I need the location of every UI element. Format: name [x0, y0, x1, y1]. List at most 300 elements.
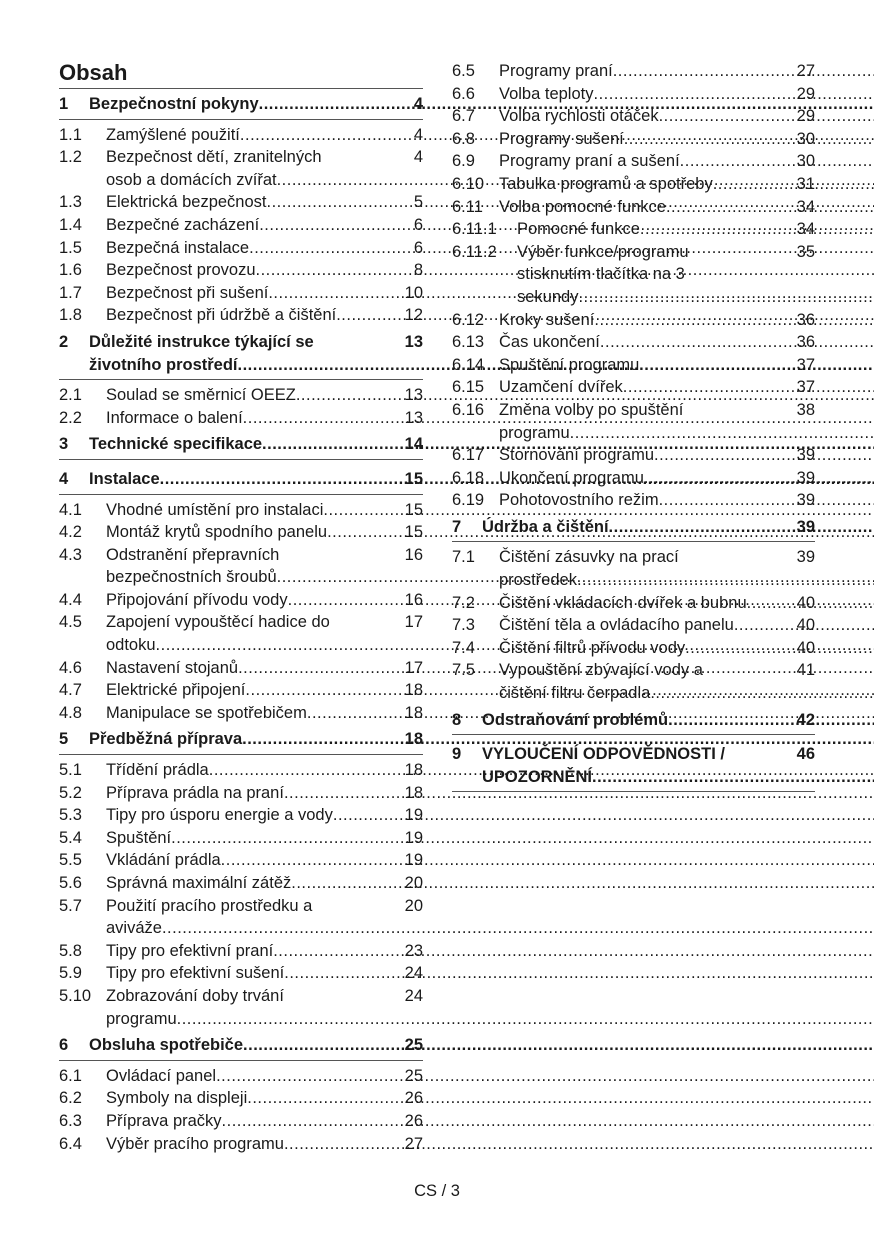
toc-entry-title	[499, 637, 789, 660]
toc-entry-page: 27	[796, 62, 815, 80]
toc-chapter-entry[interactable]	[452, 512, 815, 543]
toc-entry-title	[106, 782, 397, 805]
toc-entry-page: 6	[413, 215, 423, 234]
toc-entry-title-line: Soulad se směrnicí OEEZ	[106, 386, 296, 405]
toc-entry-number: 4.6	[59, 658, 82, 677]
toc-entry-number: 6.9	[452, 152, 475, 171]
dot-leader	[668, 711, 874, 729]
toc-entry-page: 29	[796, 84, 815, 103]
toc-entry-title-line: Použití pracího prostředku a	[106, 896, 313, 915]
toc-entry-title-line: Čištění filtrů přívodu vody	[499, 638, 686, 657]
toc-entry-number: 1	[59, 95, 69, 113]
toc-entry-title-line: Uzamčení dvířek	[499, 378, 623, 397]
toc-entry-page: 16	[404, 590, 423, 609]
toc-entry-number: 5.9	[59, 964, 82, 983]
toc-entry-page: 18	[404, 761, 423, 780]
toc-chapter-entry[interactable]	[452, 739, 815, 792]
dot-leader	[222, 1112, 874, 1130]
dot-leader	[577, 571, 874, 589]
toc-list-right	[452, 60, 815, 792]
toc-entry-title-line: Bezpečnost dětí, zranitelných	[106, 148, 322, 167]
toc-section-entry[interactable]	[452, 173, 815, 196]
toc-section-entry[interactable]	[59, 782, 423, 805]
toc-entry-title	[106, 124, 397, 147]
toc-entry-page: 18	[404, 681, 423, 700]
toc-entry-page: 42	[796, 710, 815, 729]
toc-section-entry[interactable]	[59, 702, 423, 725]
toc-entry-title-line: Tipy pro úsporu energie a vody	[106, 806, 333, 825]
toc-entry-title	[106, 191, 397, 214]
toc-entry-number: 5	[59, 730, 69, 749]
toc-entry-number: 7.5	[452, 661, 475, 680]
toc-entry-title-line: Informace o balení	[106, 408, 243, 427]
toc-entry-title	[106, 384, 397, 407]
dot-leader	[570, 424, 874, 442]
toc-entry-page: 20	[404, 896, 423, 915]
toc-entry-title-line: Pohotovostního režim	[499, 491, 659, 510]
toc-entry-title-line: stisknutím tlačítka na 3	[517, 265, 685, 284]
toc-entry-title-line: sekundy	[517, 287, 579, 306]
toc-entry-number: 6.6	[452, 84, 475, 103]
toc-title: Obsah	[59, 60, 423, 89]
toc-entry-title	[482, 516, 789, 539]
toc-entry-number: 2.2	[59, 408, 82, 427]
toc-entry-page: 41	[796, 661, 815, 680]
toc-entry-page: 40	[796, 593, 815, 612]
toc-entry-title-line: Zamýšlené použití	[106, 125, 240, 144]
toc-entry-page: 38	[796, 400, 815, 419]
toc-section-entry[interactable]	[59, 589, 423, 612]
toc-entry-title	[106, 1087, 397, 1110]
toc-entry-title-line: bezpečnostních šroubů	[106, 568, 277, 587]
toc-section-entry[interactable]	[452, 354, 815, 377]
toc-entry-title	[499, 376, 789, 399]
toc-entry-number: 4.5	[59, 613, 82, 632]
toc-entry-title	[499, 489, 789, 512]
toc-entry-number: 6.3	[59, 1111, 82, 1130]
toc-entry-title-line: Správná maximální zátěž	[106, 874, 292, 892]
toc-entry-title-line: Třídění prádla	[106, 761, 209, 780]
toc-section-entry[interactable]	[59, 237, 423, 260]
toc-entry-title-line: Tabulka programů a spotřeby	[499, 174, 713, 193]
toc-section-entry[interactable]	[59, 1065, 423, 1088]
toc-entry-title	[89, 331, 397, 376]
toc-entry-number: 7.4	[452, 638, 475, 657]
toc-entry-title	[499, 592, 789, 615]
toc-right-column	[452, 60, 815, 796]
toc-chapter-entry[interactable]	[59, 89, 423, 120]
toc-section-entry[interactable]	[59, 804, 423, 827]
toc-entry-title-line: Vypouštění zbývající vody a	[499, 661, 703, 680]
toc-entry-title-line: osob a domácích zvířat	[106, 170, 277, 189]
toc-entry-title	[499, 196, 789, 219]
toc-entry-title-line: Zobrazování doby trvání	[106, 986, 284, 1005]
toc-entry-title-line: Technické specifikace	[89, 435, 263, 454]
toc-entry-page: 4	[413, 95, 423, 113]
toc-entry-page: 39	[796, 548, 815, 567]
toc-entry-title-line: životního prostředí	[89, 355, 238, 374]
toc-entry-number: 1.2	[59, 148, 82, 167]
toc-entry-number: 5.10	[59, 986, 92, 1005]
toc-entry-number: 4.3	[59, 545, 82, 564]
toc-section-entry[interactable]	[59, 304, 423, 327]
toc-section-entry[interactable]	[452, 331, 815, 354]
toc-entry-page: 30	[796, 152, 815, 171]
toc-entry-number: 6.4	[59, 1134, 82, 1153]
toc-entry-title	[106, 304, 397, 327]
toc-section-entry[interactable]	[59, 407, 423, 430]
toc-entry-title-line: programu	[499, 423, 570, 442]
toc-entry-title-line: Bezpečnostní pokyny	[89, 95, 259, 113]
toc-section-entry[interactable]	[452, 546, 815, 591]
toc-entry-page: 16	[404, 545, 423, 564]
toc-section-entry[interactable]	[59, 940, 423, 963]
toc-entry-number: 5.3	[59, 806, 82, 825]
toc-entry-page: 34	[796, 197, 815, 216]
dot-leader	[162, 919, 874, 937]
toc-entry-page: 8	[413, 261, 423, 280]
toc-entry-title-line: Volba teploty	[499, 84, 594, 103]
toc-entry-number: 4.7	[59, 681, 82, 700]
toc-section-entry[interactable]	[452, 659, 815, 704]
toc-entry-title	[106, 702, 397, 725]
toc-section-entry[interactable]	[59, 962, 423, 985]
toc-chapter-entry[interactable]	[59, 464, 423, 495]
toc-section-entry[interactable]	[452, 489, 815, 512]
dot-leader	[624, 130, 874, 148]
toc-entry-title	[499, 309, 789, 332]
dot-leader	[592, 768, 874, 786]
toc-entry-title	[106, 849, 397, 872]
toc-entry-title-line: Elektrické připojení	[106, 681, 246, 700]
dot-leader	[654, 446, 874, 464]
toc-section-entry[interactable]	[59, 214, 423, 237]
dot-leader	[640, 220, 874, 238]
toc-entry-title	[89, 728, 397, 751]
toc-entry-page: 27	[404, 1134, 423, 1153]
toc-section-entry[interactable]	[452, 376, 815, 399]
toc-chapter-entry[interactable]	[59, 327, 423, 380]
toc-section-entry[interactable]	[452, 218, 815, 241]
toc-entry-title-line: Čištění těla a ovládacího panelu	[499, 616, 734, 635]
toc-entry-page: 24	[404, 964, 423, 983]
toc-chapter-entry[interactable]	[452, 705, 815, 736]
toc-section-entry[interactable]	[452, 309, 815, 332]
toc-section-entry[interactable]	[59, 384, 423, 407]
toc-entry-number: 4.1	[59, 500, 82, 519]
toc-entry-title-line: Změna volby po spuštění	[499, 400, 684, 419]
toc-entry-page: 5	[413, 193, 423, 212]
toc-section-entry[interactable]	[452, 241, 815, 309]
dot-leader	[644, 469, 874, 487]
toc-section-entry[interactable]	[452, 592, 815, 615]
toc-section-entry[interactable]	[452, 637, 815, 660]
toc-entry-page: 35	[796, 242, 815, 261]
toc-entry-page: 37	[796, 378, 815, 397]
toc-entry-title	[499, 467, 789, 490]
toc-entry-title	[499, 614, 789, 637]
toc-entry-number: 8	[452, 710, 462, 729]
toc-entry-title-line: Bezpečnost provozu	[106, 261, 256, 280]
toc-entry-title	[106, 827, 397, 850]
toc-entry-number: 3	[59, 435, 69, 454]
toc-section-entry[interactable]	[452, 150, 815, 173]
toc-section-entry[interactable]	[452, 399, 815, 444]
toc-entry-title	[106, 259, 397, 282]
toc-entry-number: 1.8	[59, 306, 82, 325]
toc-entry-title	[89, 93, 397, 116]
toc-section-entry[interactable]	[452, 467, 815, 490]
toc-entry-title	[89, 1034, 397, 1057]
toc-entry-title-line: Tipy pro efektivní sušení	[106, 964, 285, 983]
toc-entry-page: 25	[404, 1036, 423, 1055]
toc-entry-page: 12	[404, 306, 423, 325]
toc-section-entry[interactable]	[59, 124, 423, 147]
toc-entry-page: 18	[404, 783, 423, 802]
toc-entry-page: 26	[404, 1111, 423, 1130]
toc-section-entry[interactable]	[452, 105, 815, 128]
toc-section-entry[interactable]	[452, 444, 815, 467]
toc-entry-title-line: Instalace	[89, 469, 160, 488]
dot-leader	[247, 1089, 874, 1107]
toc-entry-title	[106, 872, 397, 895]
toc-entry-title	[106, 499, 397, 522]
toc-left-column	[59, 60, 423, 1155]
toc-entry-title-line: prostředek	[499, 571, 577, 590]
toc-entry-title-line: Výběr pracího programu	[106, 1134, 284, 1153]
toc-entry-title-line: Obsluha spotřebiče	[89, 1036, 244, 1055]
toc-entry-title-line: Odstraňování problémů	[482, 710, 669, 729]
toc-entry-page: 4	[413, 125, 423, 144]
toc-entry-title-line: Čištění zásuvky na prací	[499, 548, 679, 567]
toc-entry-number: 6.11	[452, 197, 483, 216]
toc-entry-title-line: Důležité instrukce týkající se	[89, 332, 314, 351]
toc-entry-number: 5.2	[59, 783, 82, 802]
dot-leader	[273, 942, 874, 960]
dot-leader	[284, 1135, 874, 1153]
toc-entry-title	[106, 940, 397, 963]
toc-section-entry[interactable]	[59, 759, 423, 782]
toc-section-entry[interactable]	[452, 128, 815, 151]
toc-entry-page: 40	[796, 638, 815, 657]
toc-entry-title	[106, 895, 397, 940]
toc-entry-title	[517, 218, 789, 241]
toc-section-entry[interactable]	[59, 259, 423, 282]
toc-entry-title-line: odtoku	[106, 636, 156, 655]
toc-entry-page: 18	[404, 730, 423, 749]
toc-entry-title-line: Příprava pračky	[106, 1111, 222, 1130]
toc-chapter-entry[interactable]	[59, 1030, 423, 1061]
toc-entry-title-line: Elektrická bezpečnost	[106, 193, 267, 212]
toc-entry-page: 20	[404, 874, 423, 892]
toc-entry-page: 19	[404, 851, 423, 870]
toc-entry-number: 1.4	[59, 215, 82, 234]
toc-section-entry[interactable]	[59, 985, 423, 1030]
toc-chapter-entry[interactable]	[59, 724, 423, 755]
toc-section-entry[interactable]	[59, 1087, 423, 1110]
toc-section-entry[interactable]	[59, 1110, 423, 1133]
toc-entry-page: 29	[796, 107, 815, 126]
toc-entry-page: 13	[404, 386, 423, 405]
toc-entry-page: 17	[404, 658, 423, 677]
toc-entry-title-line: Bezpečnost při údržbě a čištění	[106, 306, 337, 325]
toc-section-entry[interactable]	[59, 521, 423, 544]
toc-entry-title	[499, 399, 789, 444]
toc-section-entry[interactable]	[59, 657, 423, 680]
toc-entry-number: 6.11.1	[452, 220, 497, 239]
toc-entry-page: 23	[404, 941, 423, 960]
toc-entry-title	[499, 83, 789, 106]
toc-entry-title	[499, 173, 789, 196]
toc-entry-title-line: VYLOUČENÍ ODPOVĚDNOSTI /	[482, 745, 725, 764]
toc-entry-title-line: Spuštění	[106, 828, 172, 847]
toc-entry-title-line: Symboly na displeji	[106, 1089, 248, 1108]
toc-entry-page: 39	[796, 517, 815, 536]
toc-entry-title-line: programu	[106, 1009, 177, 1028]
dot-leader	[578, 288, 874, 306]
toc-entry-number: 6	[59, 1036, 69, 1055]
toc-entry-number: 6.8	[452, 129, 475, 148]
dot-leader	[650, 684, 874, 702]
toc-section-entry[interactable]	[59, 1133, 423, 1156]
toc-entry-title	[106, 759, 397, 782]
toc-entry-number: 1.5	[59, 238, 82, 257]
toc-entry-title-line: Programy sušení	[499, 129, 624, 148]
toc-entry-page: 46	[796, 745, 815, 764]
toc-section-entry[interactable]	[452, 614, 815, 637]
toc-section-entry[interactable]	[452, 83, 815, 106]
toc-entry-title	[106, 804, 397, 827]
toc-entry-title	[106, 282, 397, 305]
toc-entry-number: 6.18	[452, 468, 485, 487]
dot-leader	[680, 152, 874, 170]
toc-entry-title	[499, 150, 789, 173]
toc-entry-number: 6.15	[452, 378, 485, 397]
toc-entry-title-line: Manipulace se spotřebičem	[106, 703, 307, 722]
toc-entry-title-line: Pomocné funkce	[517, 220, 640, 239]
dot-leader	[600, 333, 874, 351]
toc-entry-number: 1.7	[59, 283, 82, 302]
dot-leader	[659, 107, 874, 125]
toc-entry-number: 6.13	[452, 333, 485, 352]
toc-entry-number: 1.6	[59, 261, 82, 280]
toc-entry-page: 36	[796, 310, 815, 329]
toc-entry-title-line: Spuštění programu	[499, 355, 640, 374]
toc-entry-page: 15	[404, 523, 423, 542]
toc-entry-number: 1.3	[59, 193, 82, 212]
toc-entry-title-line: Kroky sušení	[499, 310, 595, 329]
toc-entry-title	[499, 444, 789, 467]
page-footer: CS / 3	[414, 1182, 460, 1200]
toc-entry-number: 6.19	[452, 491, 485, 510]
toc-section-entry[interactable]	[59, 282, 423, 305]
toc-entry-number: 7.2	[452, 593, 475, 612]
dot-leader	[623, 378, 874, 396]
toc-entry-title-line: Ukončení programu	[499, 468, 644, 487]
toc-entry-number: 5.7	[59, 896, 82, 915]
toc-entry-title	[106, 611, 397, 656]
toc-entry-title-line: čištění filtru čerpadla	[499, 684, 651, 703]
toc-entry-number: 7.3	[452, 616, 475, 635]
dot-leader	[594, 311, 874, 329]
toc-entry-number: 6.2	[59, 1089, 82, 1108]
toc-entry-page: 26	[404, 1089, 423, 1108]
toc-entry-title-line: Připojování přívodu vody	[106, 590, 288, 609]
dot-leader	[216, 1067, 874, 1085]
toc-entry-number: 5.8	[59, 941, 82, 960]
toc-entry-title	[499, 105, 789, 128]
toc-section-entry[interactable]	[452, 196, 815, 219]
toc-entry-page: 15	[404, 500, 423, 519]
toc-entry-page: 19	[404, 806, 423, 825]
toc-entry-page: 13	[404, 408, 423, 427]
toc-section-entry[interactable]	[59, 872, 423, 895]
dot-leader	[291, 874, 874, 892]
toc-entry-title-line: Příprava prádla na praní	[106, 783, 284, 802]
toc-entry-number: 5.6	[59, 874, 82, 892]
toc-entry-title	[106, 1110, 397, 1133]
toc-entry-page: 30	[796, 129, 815, 148]
toc-entry-number: 4.8	[59, 703, 82, 722]
toc-entry-title	[106, 521, 397, 544]
toc-entry-page: 17	[404, 613, 423, 632]
toc-entry-title-line: Stornování programu	[499, 446, 655, 465]
toc-entry-title-line: Nastavení stojanů	[106, 658, 239, 677]
toc-entry-number: 6.7	[452, 107, 475, 126]
toc-section-entry[interactable]	[59, 895, 423, 940]
toc-section-entry[interactable]	[59, 191, 423, 214]
toc-entry-title-line: UPOZORNĚNÍ	[482, 767, 593, 786]
toc-entry-title-line: Montáž krytů spodního panelu	[106, 523, 328, 542]
dot-leader	[171, 829, 874, 847]
toc-entry-title-line: Tipy pro efektivní praní	[106, 941, 274, 960]
toc-section-entry[interactable]	[59, 849, 423, 872]
toc-section-entry[interactable]	[452, 60, 815, 83]
toc-entry-title	[499, 128, 789, 151]
toc-entry-number: 2	[59, 332, 69, 351]
toc-entry-page: 19	[404, 828, 423, 847]
toc-entry-title-line: Bezpečná instalace	[106, 238, 250, 257]
toc-entry-page: 15	[404, 469, 423, 488]
toc-section-entry[interactable]	[59, 499, 423, 522]
toc-entry-number: 2.1	[59, 386, 82, 405]
toc-entry-page: 18	[404, 703, 423, 722]
toc-entry-page: 39	[796, 468, 815, 487]
toc-entry-title-line: Čištění vkládacích dvířek a bubnu	[499, 593, 747, 612]
toc-entry-number: 7.1	[452, 548, 475, 567]
toc-entry-page: 10	[404, 283, 423, 302]
toc-entry-title	[517, 241, 789, 309]
toc-section-entry[interactable]	[59, 679, 423, 702]
toc-entry-title	[106, 237, 397, 260]
toc-section-entry[interactable]	[59, 544, 423, 589]
toc-chapter-entry[interactable]	[59, 429, 423, 460]
toc-entry-title	[499, 331, 789, 354]
toc-entry-page: 40	[796, 616, 815, 635]
toc-section-entry[interactable]	[59, 146, 423, 191]
toc-entry-title	[106, 544, 397, 589]
toc-entry-title-line: Zapojení vypouštěcí hadice do	[106, 613, 330, 632]
toc-entry-title-line: Vkládání prádla	[106, 851, 221, 870]
toc-entry-title-line: Volba pomocné funkce	[499, 197, 666, 216]
toc-entry-page: 6	[413, 238, 423, 257]
toc-entry-number: 6.16	[452, 400, 485, 419]
toc-entry-title	[499, 546, 789, 591]
toc-entry-number: 5.4	[59, 828, 82, 847]
toc-section-entry[interactable]	[59, 611, 423, 656]
toc-list-left	[59, 89, 423, 1155]
toc-section-entry[interactable]	[59, 827, 423, 850]
